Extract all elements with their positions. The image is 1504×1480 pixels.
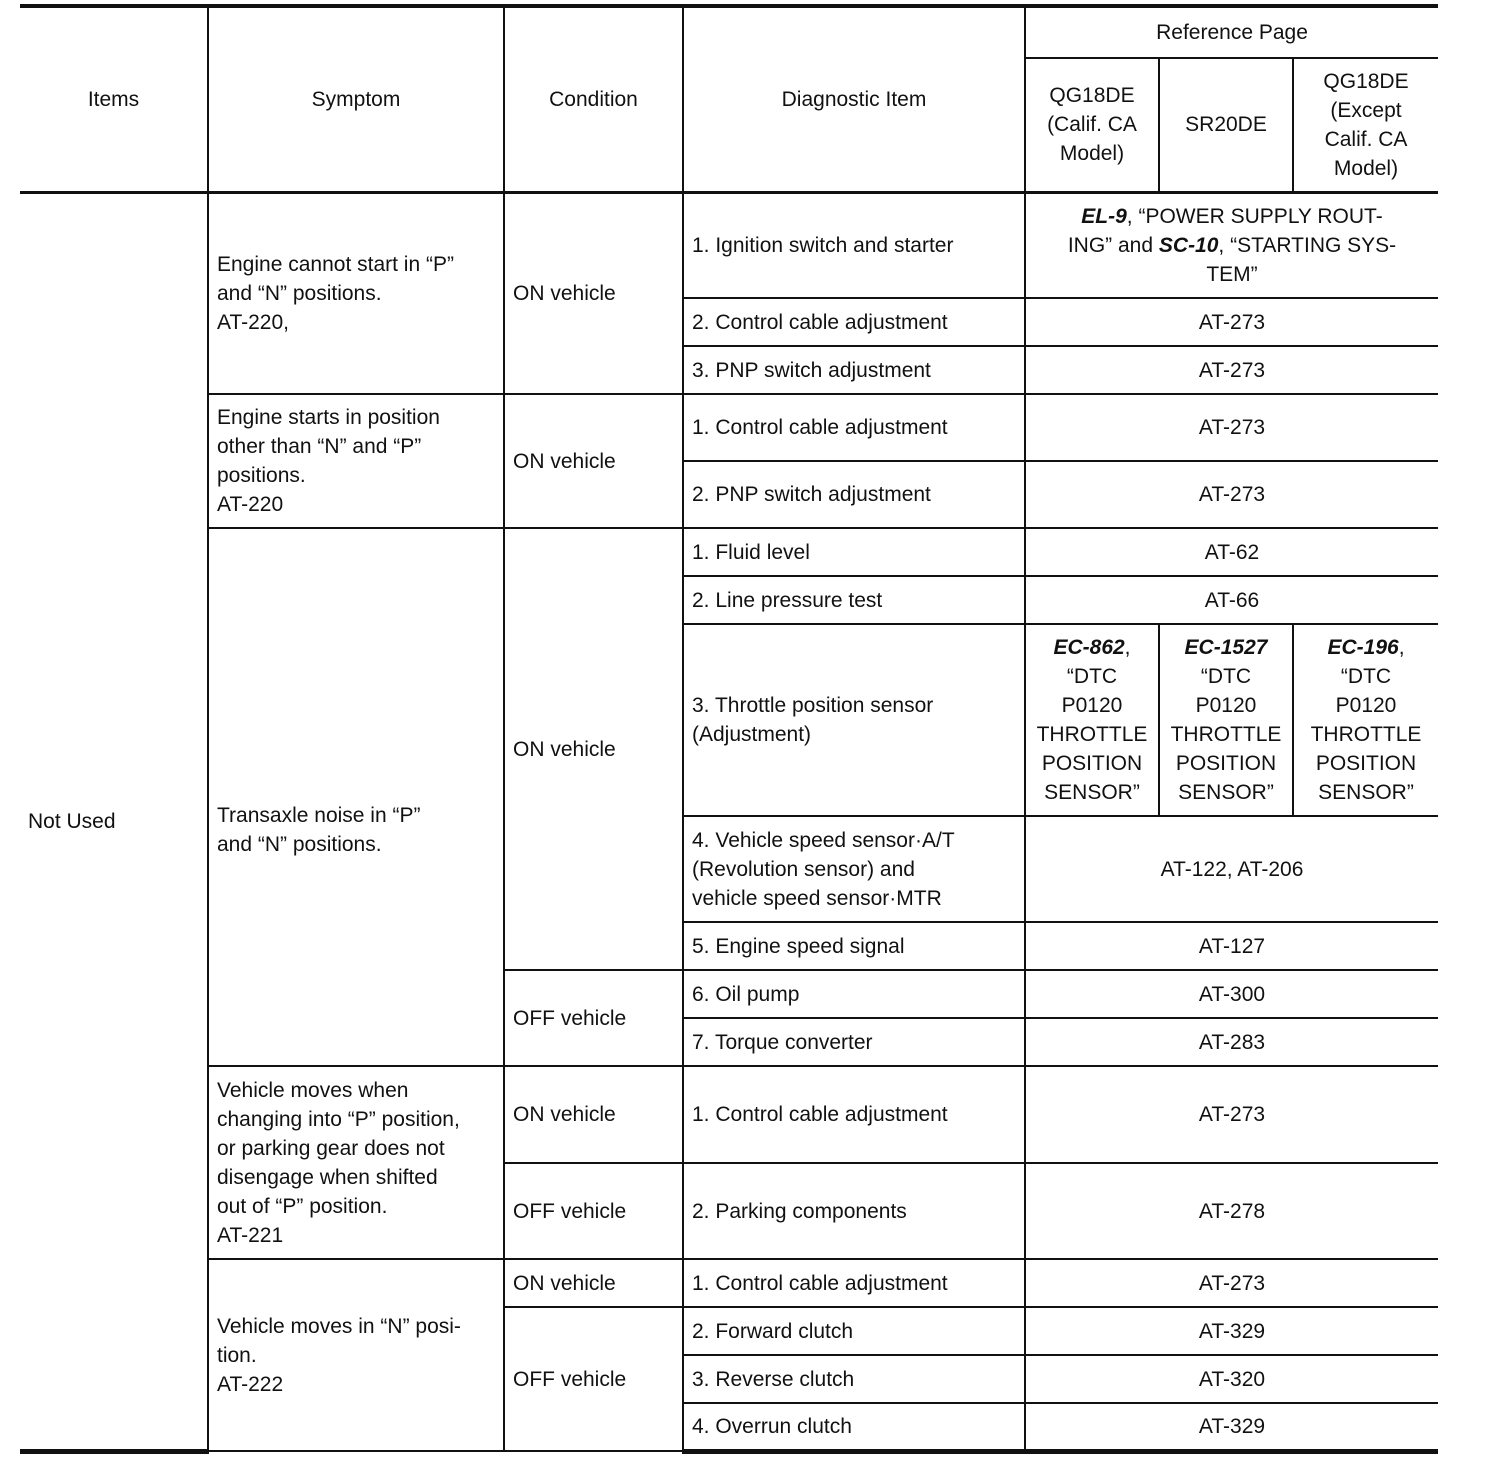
diagnostic-item-cell: 2. Forward clutch bbox=[683, 1307, 1025, 1355]
condition-cell: OFF vehicle bbox=[504, 970, 683, 1066]
diagnostic-table bbox=[20, 4, 1438, 1454]
diagnostic-item-cell: 2. Line pressure test bbox=[683, 576, 1025, 624]
reference-cell: AT-273 bbox=[1025, 1066, 1438, 1163]
reference-cell: AT-329 bbox=[1025, 1307, 1438, 1355]
condition-cell: ON vehicle bbox=[504, 394, 683, 528]
diagnostic-item-cell: 1. Control cable adjustment bbox=[683, 1259, 1025, 1307]
diagnostic-item-cell: 1. Ignition switch and starter bbox=[683, 192, 1025, 298]
diagnostic-item-cell: 5. Engine speed signal bbox=[683, 922, 1025, 970]
diagnostic-item-cell: 3. PNP switch adjustment bbox=[683, 346, 1025, 394]
symptom-cell: Transaxle noise in “P” and “N” positions. bbox=[208, 528, 504, 1066]
items-cell: Not Used bbox=[20, 192, 208, 1451]
reference-cell: AT-320 bbox=[1025, 1355, 1438, 1403]
header-qg18de-except: QG18DE (Except Calif. CA Model) bbox=[1293, 58, 1438, 192]
reference-cell-sr20de: EC-1527 “DTC P0120 THROTTLE POSITION SENSOR” bbox=[1159, 624, 1293, 816]
reference-cell: AT-66 bbox=[1025, 576, 1438, 624]
diagnostic-item-cell: 7. Torque converter bbox=[683, 1018, 1025, 1066]
reference-cell: AT-283 bbox=[1025, 1018, 1438, 1066]
symptom-cell: Vehicle moves when changing into “P” position, or parking gear does not disengage when shifted out of “P” position. AT-221 bbox=[208, 1066, 504, 1259]
reference-cell: AT-127 bbox=[1025, 922, 1438, 970]
reference-cell: EL-9, “POWER SUPPLY ROUT- ING” and SC-10, “STARTING SYS- TEM” bbox=[1025, 192, 1438, 298]
diagnostic-item-cell: 2. PNP switch adjustment bbox=[683, 461, 1025, 528]
condition-cell: ON vehicle bbox=[504, 1259, 683, 1307]
condition-cell: ON vehicle bbox=[504, 192, 683, 394]
diagnostic-item-cell: 3. Reverse clutch bbox=[683, 1355, 1025, 1403]
diagnostic-item-cell: 1. Control cable adjustment bbox=[683, 1066, 1025, 1163]
reference-cell: AT-278 bbox=[1025, 1163, 1438, 1259]
reference-cell-qg18de-calif: EC-862, “DTC P0120 THROTTLE POSITION SENSOR” bbox=[1025, 624, 1159, 816]
condition-cell: OFF vehicle bbox=[504, 1307, 683, 1451]
reference-cell: AT-273 bbox=[1025, 298, 1438, 346]
symptom-cell: Engine starts in position other than “N” and “P” positions. AT-220 bbox=[208, 394, 504, 528]
header-reference-page: Reference Page bbox=[1025, 6, 1438, 58]
header-items: Items bbox=[20, 6, 208, 192]
header-condition: Condition bbox=[504, 6, 683, 192]
reference-cell: AT-273 bbox=[1025, 461, 1438, 528]
symptom-cell: Vehicle moves in “N” posi- tion. AT-222 bbox=[208, 1259, 504, 1451]
diagnostic-item-cell: 4. Overrun clutch bbox=[683, 1403, 1025, 1451]
diagnostic-item-cell: 3. Throttle position sensor (Adjustment) bbox=[683, 624, 1025, 816]
diagnostic-item-cell: 2. Control cable adjustment bbox=[683, 298, 1025, 346]
condition-cell: ON vehicle bbox=[504, 528, 683, 970]
reference-cell: AT-273 bbox=[1025, 346, 1438, 394]
reference-cell: AT-122, AT-206 bbox=[1025, 816, 1438, 922]
diagnostic-item-cell: 1. Fluid level bbox=[683, 528, 1025, 576]
diagnostic-item-cell: 1. Control cable adjustment bbox=[683, 394, 1025, 461]
reference-cell: AT-273 bbox=[1025, 1259, 1438, 1307]
reference-cell: AT-273 bbox=[1025, 394, 1438, 461]
header-symptom: Symptom bbox=[208, 6, 504, 192]
diagnostic-item-cell: 2. Parking components bbox=[683, 1163, 1025, 1259]
header-qg18de-calif: QG18DE (Calif. CA Model) bbox=[1025, 58, 1159, 192]
diagnostic-table-container bbox=[20, 4, 1438, 1454]
reference-cell: AT-300 bbox=[1025, 970, 1438, 1018]
condition-cell: OFF vehicle bbox=[504, 1163, 683, 1259]
diagnostic-item-cell: 6. Oil pump bbox=[683, 970, 1025, 1018]
header-diagnostic-item: Diagnostic Item bbox=[683, 6, 1025, 192]
reference-cell: AT-329 bbox=[1025, 1403, 1438, 1451]
reference-cell-qg18de-except: EC-196, “DTC P0120 THROTTLE POSITION SENSOR” bbox=[1293, 624, 1438, 816]
symptom-cell: Engine cannot start in “P” and “N” positions. AT-220, bbox=[208, 192, 504, 394]
diagnostic-item-cell: 4. Vehicle speed sensor·A/T (Revolution sensor) and vehicle speed sensor·MTR bbox=[683, 816, 1025, 922]
condition-cell: ON vehicle bbox=[504, 1066, 683, 1163]
reference-cell: AT-62 bbox=[1025, 528, 1438, 576]
header-sr20de: SR20DE bbox=[1159, 58, 1293, 192]
